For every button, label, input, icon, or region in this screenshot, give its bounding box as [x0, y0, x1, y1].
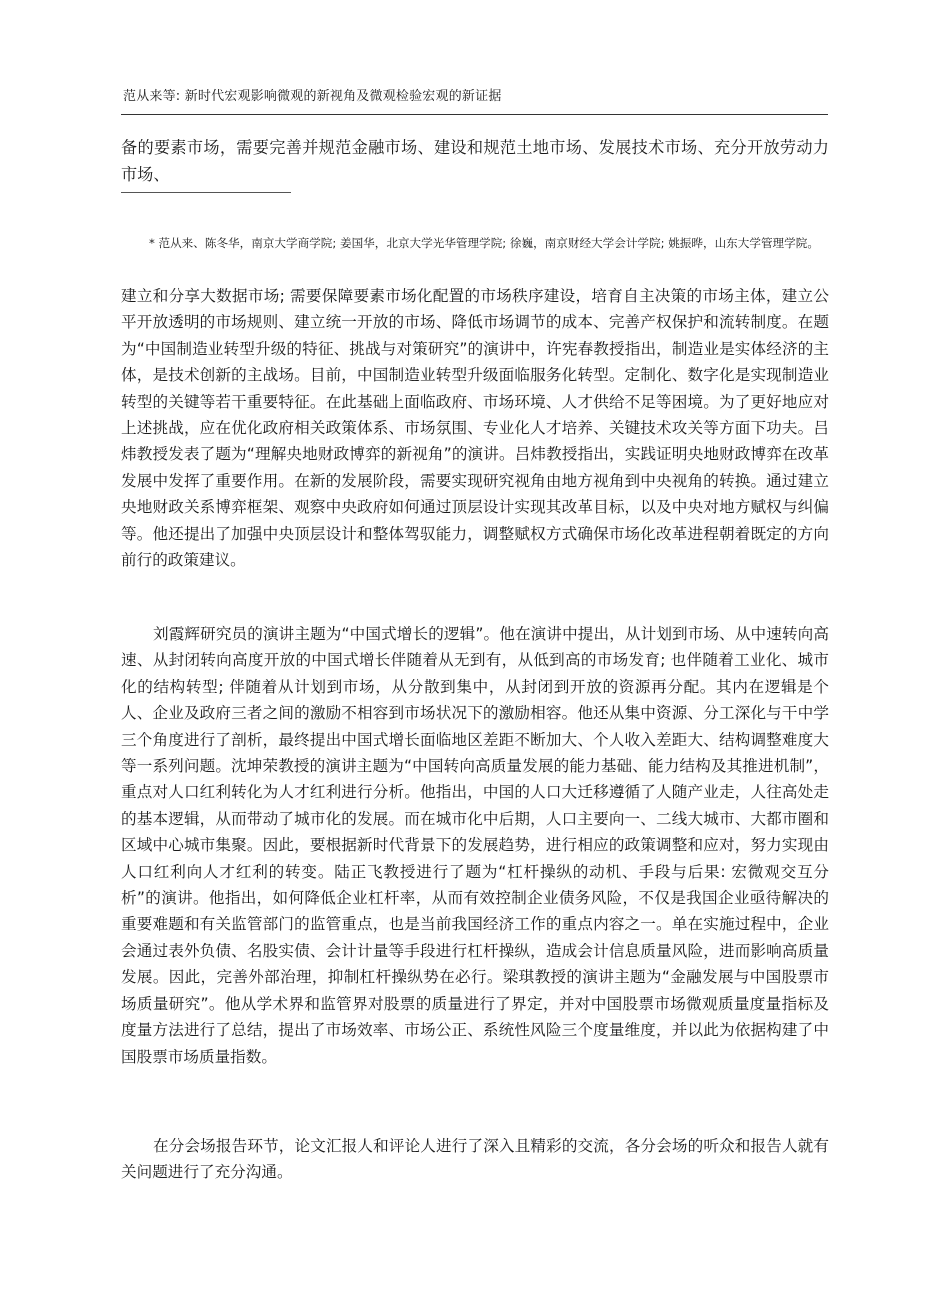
body-paragraph-1: 建立和分享大数据市场; 需要保障要素市场化配置的市场秩序建设，培育自主决策的市场主体，建立公平开放透明的市场规则、建立统一开放的市场、降低市场调节的成本、完善产权保护和流转制度。在题为“中国制造业转型升级的特征、挑战与对策研究”的演讲中，许宪春教授指出，制造业是实体经济的主体，是技术创新的主战场。目前，中国制造业转型升级面临服务化转型。定制化、数字化是实现制造业转型的关键等若干重要特征。在此基础上面临政府、市场环境、人才供给不足等困境。为了更好地应对上述挑战，应在优化政府相关政策体系、市场氛围、专业化人才培养、关键技术攻关等方面下功夫。吕炜教授发表了题为“理解央地财政博弈的新视角”的演讲。吕炜教授指出，实践证明央地财政博弈在改革发展中发挥了重要作用。在新的发展阶段，需要实现研究视角由地方视角到中央视角的转换。通过建立央地财政关系博弈框架、观察中央政府如何通过顶层设计实现其改革目标，以及中央对地方赋权与纠偏等。他还提出了加强中央顶层设计和整体驾驭能力，调整赋权方式确保市场化改革进程朝着既定的方向前行的政策建议。 [121, 287, 829, 570]
body-paragraph-3: 在分会场报告环节，论文汇报人和评论人进行了深入且精彩的交流，各分会场的听众和报告人就有关问题进行了充分沟通。 [121, 1137, 829, 1182]
body-paragraph-2: 刘霞辉研究员的演讲主题为“中国式增长的逻辑”。他在演讲中提出，从计划到市场、从中速转向高速、从封闭转向高度开放的中国式增长伴随着从无到有，从低到高的市场发育; 也伴随着工业化、城市化的结构转型; 伴随着从计划到市场，从分散到集中，从封闭到开放的资源再分配。其内在逻辑是个人、企业及政府三者之间的激励不相容到市场状况下的激励相容。他还从集中资源、分工深化与干中学三个角度进行了剖析，最终提出中国式增长面临地区差距不断加大、个人收入差距大、结构调整难度大等一系列问题。沈坤荣教授的演讲主题为“中国转向高质量发展的能力基础、能力结构及其推进机制”，重点对人口红利转化为人才红利进行分析。他指出，中国的人口大迁移遵循了人随产业走，人往高处走的基本逻辑，从而带动了城市化的发展。而在城市化中后期，人口主要向一、二线大城市、大都市圈和区域中心城市集聚。因此，要根据新时代背景下的发展趋势，进行相应的政策调整和应对，努力实现由人口红利向人才红利的转变。陆正飞教授进行了题为“杠杆操纵的动机、手段与后果: 宏微观交互分析”的演讲。他指出，如何降低企业杠杆率，从而有效控制企业债务风险，不仅是我国企业亟待解决的重要难题和有关监管部门的监管重点，也是当前我国经济工作的重点内容之一。单在实施过程中，企业会通过表外负债、名股实债、会计计量等手段进行杠杆操纵，造成会计信息质量风险，进而影响高质量发展。因此，完善外部治理，抑制杠杆操纵势在必行。梁琪教授的演讲主题为“金融发展与中国股票市场质量研究”。他从学术界和监管界对股票的质量进行了界定，并对中国股票市场微观质量度量指标及度量方法进行了总结，提出了市场效率、市场公正、系统性风险三个度量维度，并以此为依据构建了中国股票市场质量指数。 [121, 625, 829, 1066]
header-rule [121, 114, 828, 115]
paragraph-top: 备的要素市场，需要完善并规范金融市场、建设和规范土地市场、发展技术市场、充分开放劳动力市场、 [121, 138, 829, 184]
running-header: 范从来等: 新时代宏观影响微观的新视角及微观检验宏观的新证据 [123, 89, 502, 104]
footnote-rule [121, 192, 291, 193]
author-footnote: * 范从来、陈冬华，南京大学商学院; 姜国华，北京大学光华管理学院; 徐巍，南京财经大学会计学院; 姚振晔，山东大学管理学院。 [149, 236, 819, 250]
